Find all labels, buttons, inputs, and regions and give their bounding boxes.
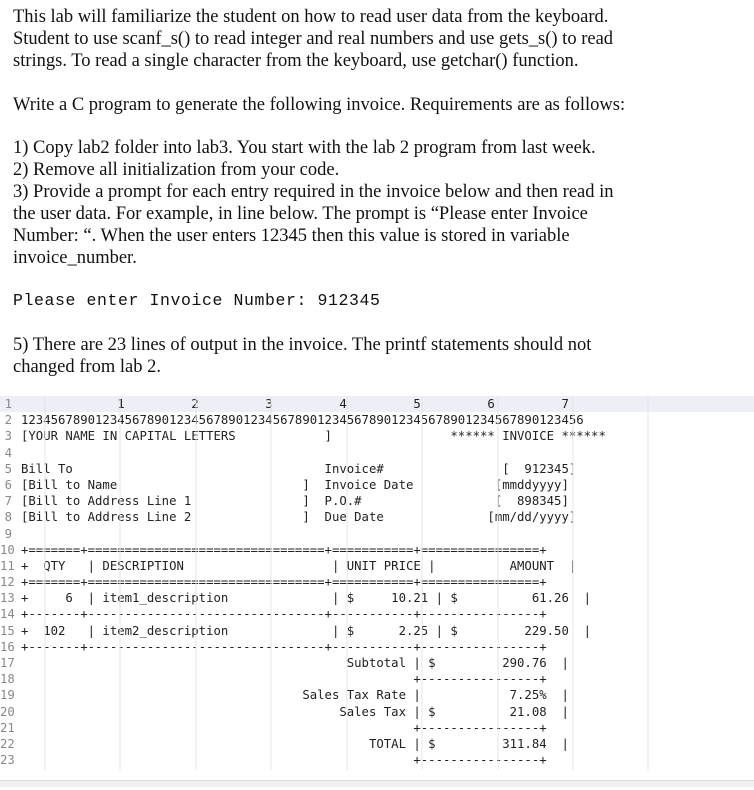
line-text: +-------+--------------------------------+-----------+----------------+ [21, 639, 547, 654]
line-number: 6 [4, 477, 12, 492]
line-number: 19 [0, 688, 15, 703]
code-line [0, 412, 754, 428]
code-line [0, 526, 754, 542]
line-number: 7 [4, 494, 12, 509]
line-text: Sales Tax Rate | 7.25% | [21, 688, 569, 703]
line-number: 2 [4, 413, 12, 428]
code-line [0, 493, 754, 509]
code-line [0, 623, 754, 639]
line-text: 1234567890123456789012345678901234567890123456789012345678901234567890123456 [21, 413, 584, 428]
line-text: + 6 | item1_description | $ 10.21 | $ 61.26 | [21, 591, 592, 606]
line-text: [YOUR NAME IN CAPITAL LETTERS ] ****** INVOICE ****** [21, 429, 606, 444]
code-line [0, 509, 754, 525]
line-text: Subtotal | $ 290.76 | [21, 656, 569, 670]
line-number: 13 [0, 591, 15, 606]
line-text: +----------------+ [21, 720, 547, 735]
code-line [0, 687, 754, 703]
line-number: 15 [0, 623, 15, 638]
line-number: 18 [0, 672, 15, 687]
line-number: 16 [0, 639, 15, 654]
code-line [0, 752, 754, 768]
line-number: 22 [0, 736, 15, 751]
line-number: 14 [0, 607, 15, 622]
line-number: 1 [4, 397, 12, 411]
code-line [0, 445, 754, 461]
line-number: 20 [0, 704, 15, 719]
intro-paragraph: This lab will familiarize the student on how to read user data from the keyboard. Student to use scanf_s() to read integer and real numbers and use gets_s() to read strings. To read a single character from the keyboard, use getchar() function. [13, 7, 614, 71]
code-line [0, 639, 754, 655]
code-line [0, 428, 754, 444]
line-number: 21 [0, 720, 15, 735]
code-line [0, 477, 754, 493]
line-text: [Bill to Address Line 1 ] P.O.# [ 898345] [21, 494, 569, 509]
line-text: +=======+================================+===========+================+ [21, 542, 547, 557]
line-number: 9 [4, 526, 12, 541]
line-text: +----------------+ [21, 753, 547, 768]
line-number: 8 [4, 510, 12, 525]
code-line [0, 558, 754, 574]
code-line [0, 736, 754, 752]
code-line [0, 574, 754, 590]
line-text: + QTY | DESCRIPTION | UNIT PRICE | AMOUNT | [21, 558, 577, 573]
code-line [0, 720, 754, 736]
line-text: [Bill to Address Line 2 ] Due Date [mm/dd/yyyy] [21, 510, 577, 525]
code-line [0, 590, 754, 606]
code-line [0, 671, 754, 687]
requirements-list: 1) Copy lab2 folder into lab3. You start with the lab 2 program from last week. 2) Remove all initialization from your code. 3) Provide a prompt for each entry required in the invoice below and then read in the user data. For example, in line below. The prompt is “Please enter Invoice Number: “. When the user enters 12345 then this value is stored in variable invoice_number. [13, 138, 614, 268]
line-text: +----------------+ [21, 672, 547, 687]
line-number: 12 [0, 575, 15, 590]
page-bottom-rule [0, 780, 754, 787]
invoice-code-listing [0, 396, 754, 770]
code-line [0, 542, 754, 558]
code-line [0, 461, 754, 477]
line-text: + 102 | item2_description | $ 2.25 | $ 229.50 | [21, 623, 592, 638]
code-line [0, 606, 754, 622]
code-line [0, 704, 754, 720]
line-number: 3 [4, 429, 12, 444]
code-rows [0, 396, 754, 768]
output-note: 5) There are 23 lines of output in the invoice. The printf statements should not changed from lab 2. [13, 335, 592, 377]
line-text: [Bill to Name ] Invoice Date [mmddyyyy] [21, 477, 569, 492]
line-number: 23 [0, 753, 15, 768]
line-text: Bill To Invoice# [ 912345] [21, 461, 577, 476]
code-line [0, 655, 754, 671]
line-number: 11 [0, 558, 15, 573]
line-text: TOTAL | $ 311.84 | [21, 736, 569, 751]
line-text: 1 2 3 4 5 6 7 [21, 397, 569, 411]
code-line [0, 396, 754, 412]
line-text: Sales Tax | $ 21.08 | [21, 704, 569, 719]
line-text: +-------+--------------------------------+-----------+----------------+ [21, 607, 547, 622]
task-heading: Write a C program to generate the following invoice. Requirements are as follows: [13, 95, 626, 115]
line-number: 17 [0, 656, 15, 670]
line-number: 5 [4, 461, 12, 476]
prompt-example: Please enter Invoice Number: 912345 [13, 291, 381, 310]
line-number: 10 [0, 542, 15, 557]
line-number: 4 [4, 445, 12, 460]
line-text: +=======+================================+===========+================+ [21, 575, 547, 590]
